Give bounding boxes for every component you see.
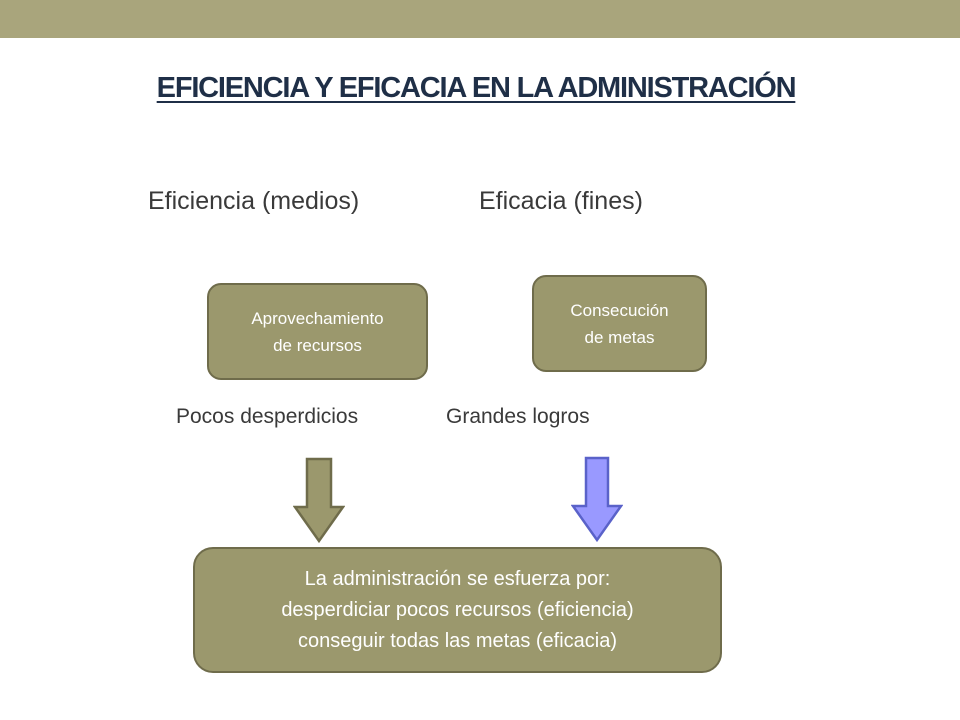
heading-efficiency: Eficiencia (medios): [148, 187, 360, 215]
top-accent-bar: [0, 0, 960, 38]
box-administration-line2: desperdiciar pocos recursos (eficiencia): [281, 598, 634, 621]
box-administration-line1: La administración se esfuerza por:: [304, 567, 611, 590]
down-arrow-icon: [293, 457, 345, 544]
box-resource-use-line1: Aprovechamiento: [251, 308, 384, 328]
box-goal-achievement-line1: Consecución: [570, 300, 669, 320]
down-arrow-icon: [571, 456, 623, 543]
box-administration-effort: [193, 547, 722, 673]
heading-efficacy: Eficacia (fines): [479, 187, 643, 215]
box-goal-achievement: [532, 275, 707, 372]
box-resource-use-line2: de recursos: [273, 335, 362, 355]
slide-title: EFICIENCIA Y EFICACIA EN LA ADMINISTRACIÓN: [156, 72, 796, 104]
caption-low-waste: Pocos desperdicios: [176, 405, 359, 428]
caption-great-achievements: Grandes logros: [446, 405, 590, 428]
box-administration-line3: conseguir todas las metas (eficacia): [297, 629, 618, 652]
box-goal-achievement-line2: de metas: [584, 327, 655, 347]
box-resource-use: [207, 283, 428, 380]
